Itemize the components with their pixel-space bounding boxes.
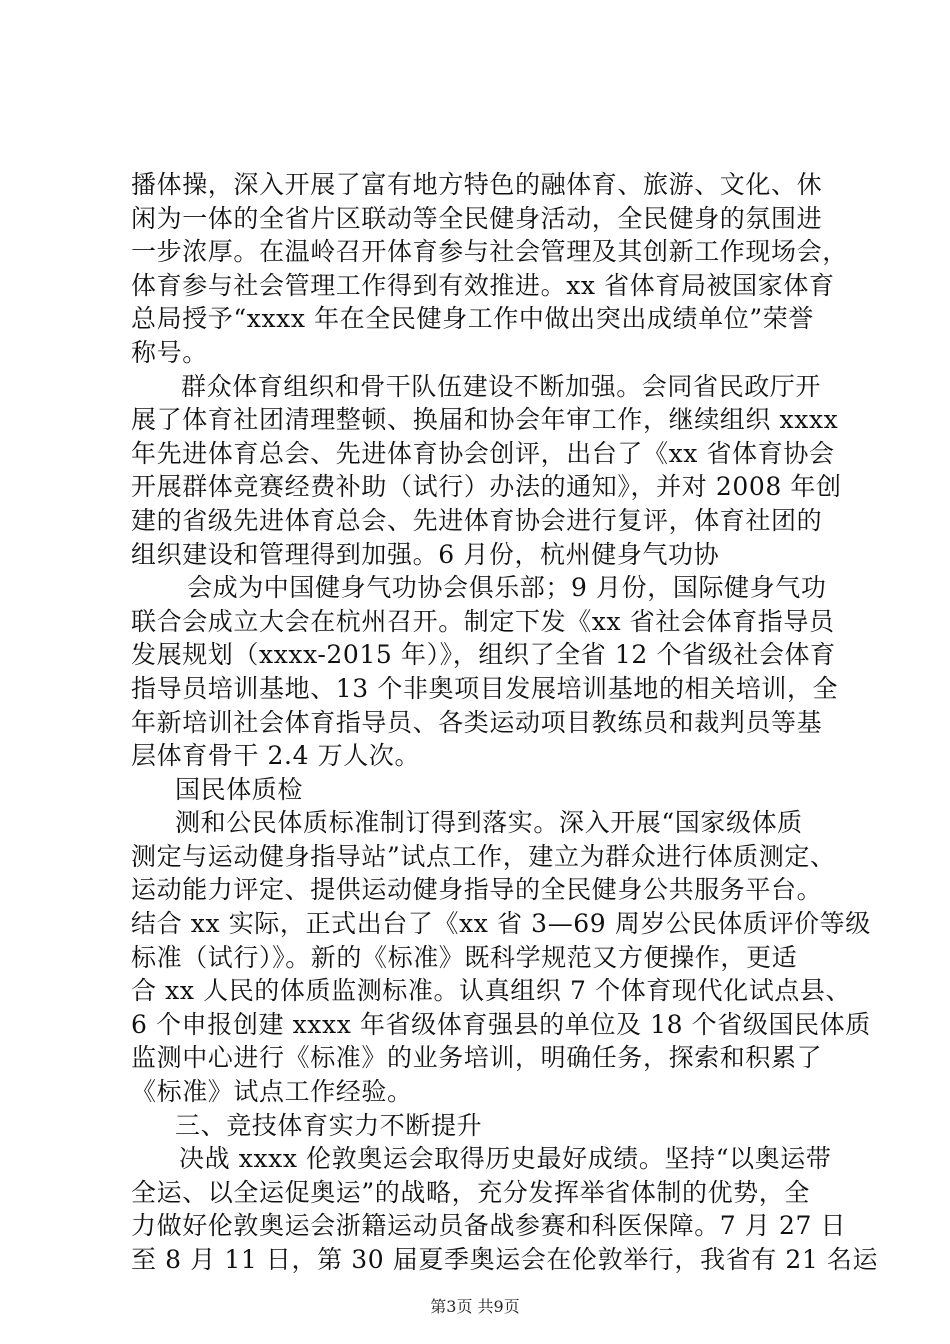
text-line: 标准（试行）》。新的《标准》既科学规范又方便操作，更适: [131, 942, 798, 972]
text-line: 至 8 月 11 日，第 30 届夏季奥运会在伦敦举行，我省有 21 名运: [131, 1245, 879, 1274]
paragraph-start-line: 群众体育组织和骨干队伍建设不断加强。会同省民政厅开: [181, 371, 822, 401]
text-line: 指导员培训基地、13 个非奥项目发展培训基地的相关培训，全: [131, 673, 839, 703]
text-line: 总局授予“xxxx 年在全民健身工作中做出突出成绩单位”荣誉: [131, 304, 814, 334]
paragraph-start-line: 会成为中国健身气功协会俱乐部；9 月份，国际健身气功: [187, 573, 827, 603]
text-line: 播体操，深入开展了富有地方特色的融体育、旅游、文化、休: [131, 170, 823, 199]
text-line: 发展规划（xxxx-2015 年）》，组织了全省 12 个省级社会体育: [131, 640, 836, 670]
text-line: 力做好伦敦奥运会浙籍运动员备战参赛和科医保障。7 月 27 日: [131, 1211, 847, 1241]
text-line: 监测中心进行《标准》的业务培训，明确任务，探索和积累了: [131, 1043, 823, 1073]
text-line: 合 xx 人民的体质监测标准。认真组织 7 个体育现代化试点县、: [131, 976, 852, 1006]
text-line: 展了体育社团清理整顿、换届和协会年审工作，继续组织 xxxx: [131, 405, 839, 435]
text-line: 层体育骨干 2.4 万人次。: [131, 741, 421, 771]
text-line: 称号。: [131, 337, 208, 367]
text-line: 结合 xx 实际，正式出台了《xx 省 3—69 周岁公民体质评价等级: [131, 909, 871, 939]
paragraph-start-line: 测和公民体质标准制订得到落实。深入开展“国家级体质: [175, 808, 803, 838]
text-line: 闲为一体的全省片区联动等全民健身活动，全民健身的氛围进: [131, 203, 823, 233]
text-line: 年新培训社会体育指导员、各类运动项目教练员和裁判员等基: [131, 707, 823, 737]
page-number-footer: 第3页 共9页: [430, 1297, 520, 1316]
text-line: 体育参与社会管理工作得到有效推进。xx 省体育局被国家体育: [131, 270, 835, 300]
text-line: 全运、以全运促奥运”的战略，充分发挥举省体制的优势，全: [131, 1177, 810, 1207]
text-line: 运动能力评定、提供运动健身指导的全民健身公共服务平台。: [131, 875, 823, 905]
text-line: 测定与运动健身指导站”试点工作，建立为群众进行体质测定、: [131, 841, 836, 871]
paragraph-start-line: 国民体质检: [175, 774, 304, 804]
paragraph-start-line: 决战 xxxx 伦敦奥运会取得历史最好成绩。坚持“以奥运带: [179, 1144, 832, 1174]
text-line: 一步浓厚。在温岭召开体育参与社会管理及其创新工作现场会，: [131, 237, 848, 267]
text-line: 《标准》试点工作经验。: [131, 1077, 413, 1107]
text-line: 建的省级先进体育总会、先进体育协会进行复评，体育社团的: [131, 505, 823, 535]
text-line: 6 个申报创建 xxxx 年省级体育强县的单位及 18 个省级国民体质: [131, 1009, 871, 1039]
text-line: 年先进体育总会、先进体育协会创评，出台了《xx 省体育协会: [131, 438, 835, 468]
text-line: 组织建设和管理得到加强。6 月份，杭州健身气功协: [131, 539, 720, 569]
section-heading: 三、竞技体育实力不断提升: [175, 1110, 483, 1140]
text-line: 联合会成立大会在杭州召开。制定下发《xx 省社会体育指导员: [131, 606, 835, 636]
text-line: 开展群体竞赛经费补助（试行）办法的通知》，并对 2008 年创: [131, 472, 842, 502]
document-body: [131, 168, 879, 1277]
